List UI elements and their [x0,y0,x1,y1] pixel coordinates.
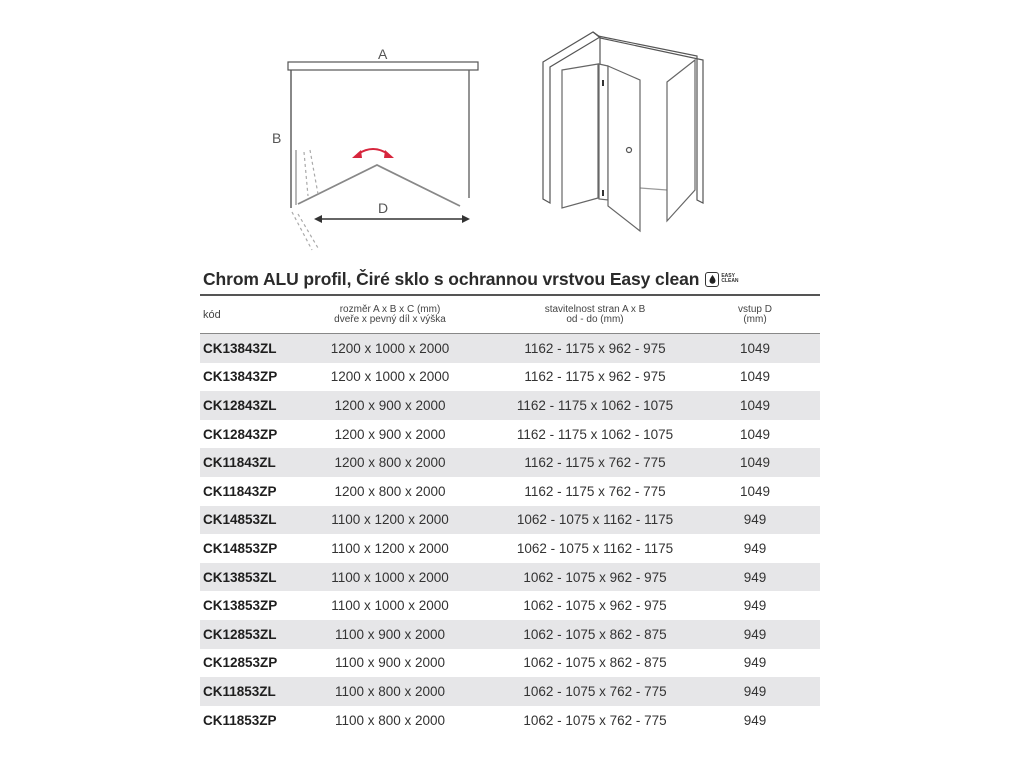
header-size-line2: dveře x pevný díl x výška [334,314,446,325]
cell-entry: 1049 [739,426,771,442]
cell-code: CK13853ZP [203,598,278,614]
cell-entry: 949 [690,506,820,535]
easy-clean-line1: EASY [721,273,735,279]
table-row [200,391,820,420]
cell-entry: 949 [743,712,767,728]
header-code-label: kód [203,309,221,321]
header-adjust-line1: stavitelnost stran A x B [544,304,646,315]
header-adjust-line2: od - do (mm) [566,314,624,325]
plan-view-diagram [272,46,478,250]
cell-size: 1100 x 900 x 2000 [280,620,500,649]
table-row [200,677,820,706]
cell-code: CK14853ZL [200,506,280,535]
cell-size: 1200 x 900 x 2000 [334,426,446,442]
easy-clean-badge [705,272,738,287]
cell-size: 1100 x 900 x 2000 [334,655,446,671]
table-row [200,334,820,363]
cell-entry: 949 [743,655,767,671]
cell-adjust: 1162 - 1175 x 762 - 775 [524,483,666,499]
cell-code: CK13843ZP [203,369,278,385]
header-size [280,297,500,334]
cell-size: 1200 x 900 x 2000 [280,391,500,420]
perspective-view-diagram [543,32,703,231]
title-row [203,266,739,292]
cell-entry: 949 [690,563,820,592]
title-divider [200,294,820,296]
cell-adjust: 1162 - 1175 x 1062 - 1075 [500,391,690,420]
cell-code: CK12853ZP [203,655,278,671]
cell-adjust: 1062 - 1075 x 762 - 775 [500,677,690,706]
cell-size: 1200 x 1000 x 2000 [280,334,500,363]
product-title: Chrom ALU profil, Čiré sklo s ochrannou vrstvou Easy clean [203,268,700,289]
cell-adjust: 1062 - 1075 x 962 - 975 [523,598,667,614]
cell-code: CK12843ZL [200,391,280,420]
header-adjust [500,297,690,334]
cell-code: CK12843ZP [203,426,278,442]
table-row [200,591,820,620]
cell-code: CK13853ZL [200,563,280,592]
cell-adjust: 1162 - 1175 x 962 - 975 [500,334,690,363]
table-row [200,620,820,649]
cell-adjust: 1062 - 1075 x 862 - 875 [500,620,690,649]
table-row [200,649,820,678]
cell-size: 1100 x 800 x 2000 [280,677,500,706]
cell-adjust: 1162 - 1175 x 762 - 775 [500,448,690,477]
cell-entry: 949 [690,620,820,649]
cell-code: CK13843ZL [200,334,280,363]
table-row [200,477,820,506]
cell-adjust: 1162 - 1175 x 1062 - 1075 [516,426,674,442]
cell-size: 1100 x 1000 x 2000 [280,563,500,592]
dimension-d-label: D [378,200,389,216]
cell-entry: 949 [743,598,767,614]
cell-size: 1200 x 1000 x 2000 [330,369,450,385]
cell-code: CK14853ZP [203,540,278,556]
cell-entry: 1049 [739,369,771,385]
table-row [200,563,820,592]
cell-entry: 949 [690,677,820,706]
header-size-line1: rozměr A x B x C (mm) [339,304,441,315]
cell-size: 1200 x 800 x 2000 [334,483,446,499]
table-row [200,534,820,563]
table-row [200,506,820,535]
cell-size: 1100 x 1000 x 2000 [331,598,449,614]
table-row [200,706,820,735]
table-row [200,448,820,477]
dimension-b-label: B [272,130,282,146]
table-row [200,420,820,449]
header-entry-line1: vstup D [738,304,772,315]
cell-size: 1100 x 1200 x 2000 [331,540,449,556]
cell-adjust: 1062 - 1075 x 762 - 775 [523,712,667,728]
cell-adjust: 1062 - 1075 x 962 - 975 [500,563,690,592]
water-drop-icon [705,272,719,287]
cell-entry: 1049 [739,483,771,499]
shower-diagrams [0,0,1024,260]
easy-clean-text [721,274,738,284]
cell-adjust: 1162 - 1175 x 962 - 975 [524,369,666,385]
cell-entry: 1049 [690,334,820,363]
table-row [200,363,820,392]
header-entry-line2: (mm) [743,314,767,325]
cell-code: CK11853ZP [203,712,277,728]
cell-code: CK11853ZL [200,677,280,706]
table-header-row [200,297,820,334]
cell-adjust: 1062 - 1075 x 1162 - 1175 [500,506,690,535]
specification-table [200,297,820,734]
cell-size: 1200 x 800 x 2000 [280,448,500,477]
header-entry [690,297,820,334]
cell-entry: 949 [743,540,767,556]
cell-size: 1100 x 1200 x 2000 [280,506,500,535]
easy-clean-line2: CLEAN [721,278,739,284]
cell-size: 1100 x 800 x 2000 [334,712,446,728]
cell-adjust: 1062 - 1075 x 862 - 875 [523,655,667,671]
cell-code: CK12853ZL [200,620,280,649]
cell-code: CK11843ZP [203,483,277,499]
cell-entry: 1049 [690,448,820,477]
cell-code: CK11843ZL [200,448,280,477]
cell-entry: 1049 [690,391,820,420]
cell-adjust: 1062 - 1075 x 1162 - 1175 [516,540,674,556]
header-code [200,297,280,334]
dimension-a-label: A [378,46,388,62]
